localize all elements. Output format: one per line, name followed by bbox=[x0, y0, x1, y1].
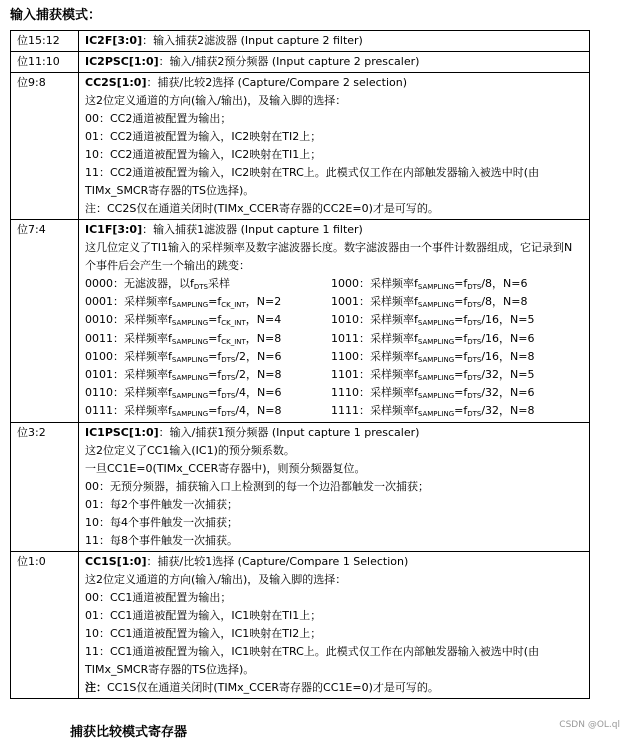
filter-code: 1000 bbox=[331, 277, 359, 290]
desc-line: 10：CC1通道被配置为输入，IC1映射在TI2上； bbox=[85, 626, 322, 640]
filter-code: 1011 bbox=[331, 331, 359, 345]
filter-option: 0111：采样频率$f_{SAMPLING}=f_{DTS}/4$，N=8 bbox=[85, 404, 282, 419]
field-name: IC1PSC[1:0] bbox=[85, 425, 159, 439]
filter-rate: 采样频率f bbox=[124, 367, 172, 381]
filter-code: 1001 bbox=[331, 295, 359, 309]
field-name: IC1F[3:0] bbox=[85, 223, 143, 236]
filter-rate: 采样频率f bbox=[370, 367, 418, 381]
register-table bbox=[10, 30, 590, 699]
note-label: 注： bbox=[85, 680, 107, 694]
filter-code: 0110 bbox=[85, 386, 113, 400]
bit-range: 位11:10 bbox=[11, 52, 79, 73]
filter-clock-source: DTS bbox=[221, 373, 236, 382]
section-title: 输入捕获模式： bbox=[10, 8, 102, 23]
filter-option: 0011：采样频率$f_{SAMPLING}=f_{CK\_INT}$，N=8 bbox=[85, 331, 282, 346]
field-desc: ：捕获/比较1选择 (Capture/Compare 1 Selection) bbox=[146, 554, 409, 568]
table-row bbox=[11, 220, 590, 423]
filter-rate: 采样频率f bbox=[370, 386, 418, 400]
filter-n: N=6 bbox=[510, 331, 535, 345]
filter-option: 0101：采样频率$f_{SAMPLING}=f_{DTS}/2$，N=8 bbox=[85, 367, 282, 382]
filter-divider: 采样 bbox=[207, 277, 230, 290]
filter-clock-source: DTS bbox=[467, 373, 482, 382]
filter-option: 1001：采样频率$f_{SAMPLING}=f_{DTS}/8$，N=8 bbox=[331, 295, 528, 310]
filter-rate: 采样频率f bbox=[370, 277, 418, 290]
desc-line: 01：CC1通道被配置为输入，IC1映射在TI1上； bbox=[85, 608, 322, 622]
filter-clock-source: DTS bbox=[193, 283, 208, 291]
filter-n: N=8 bbox=[503, 295, 528, 309]
filter-n: N=2 bbox=[256, 295, 282, 309]
filter-n: N=8 bbox=[257, 367, 282, 381]
filter-code: 0101 bbox=[85, 367, 113, 381]
filter-option: 1111：采样频率$f_{SAMPLING}=f_{DTS}/32$，N=8 bbox=[331, 404, 535, 419]
filter-option: 1110：采样频率$f_{SAMPLING}=f_{DTS}/32$，N=6 bbox=[331, 386, 535, 401]
filter-rate: 采样频率f bbox=[124, 349, 172, 363]
table-row bbox=[11, 73, 590, 220]
filter-option: 0000：无滤波器，以$f_{DTS}$采样 bbox=[85, 277, 230, 291]
field-desc: ：输入捕获2滤波器 (Input capture 2 filter) bbox=[142, 34, 363, 47]
desc-line: 这2位定义了CC1输入(IC1)的预分频系数。 bbox=[85, 443, 295, 457]
filter-rate: 采样频率f bbox=[370, 295, 418, 309]
filter-clock-source: DTS bbox=[467, 410, 482, 419]
desc-line: 00：CC1通道被配置为输出； bbox=[85, 590, 232, 604]
filter-code: 0100 bbox=[85, 349, 113, 363]
desc-line: 01：每2个事件触发一次捕获； bbox=[85, 497, 238, 511]
field-desc: ：输入/捕获2预分频器 (Input capture 2 prescaler) bbox=[158, 55, 420, 68]
filter-clock-source: DTS bbox=[221, 392, 236, 401]
filter-clock-source: DTS bbox=[467, 337, 482, 346]
field-name: IC2F[3:0] bbox=[85, 34, 143, 47]
filter-divider: /8 bbox=[481, 295, 493, 309]
table-row bbox=[11, 551, 590, 698]
filter-option: 0010：采样频率$f_{SAMPLING}=f_{CK\_INT}$，N=4 bbox=[85, 313, 282, 328]
filter-clock-source: CK_INT bbox=[221, 301, 246, 310]
desc-line: 01：CC2通道被配置为输入，IC2映射在TI2上； bbox=[85, 130, 322, 143]
filter-divider: /16 bbox=[481, 331, 500, 345]
filter-code: 1100 bbox=[331, 349, 359, 363]
filter-divider: /2 bbox=[235, 349, 247, 363]
field-name: IC2PSC[1:0] bbox=[85, 55, 159, 68]
filter-rate: 采样频率f bbox=[124, 404, 172, 418]
filter-rate: 采样频率f bbox=[124, 331, 172, 345]
field-cell bbox=[79, 73, 590, 220]
filter-rate: 采样频率f bbox=[370, 331, 418, 345]
filter-n: N=6 bbox=[510, 386, 535, 400]
filter-option: 1011：采样频率$f_{SAMPLING}=f_{DTS}/16$，N=6 bbox=[331, 331, 535, 346]
filter-option: 0001：采样频率$f_{SAMPLING}=f_{CK\_INT}$，N=2 bbox=[85, 295, 282, 310]
field-cell bbox=[79, 52, 590, 73]
bit-range: 位3:2 bbox=[11, 422, 79, 551]
filter-grid bbox=[85, 275, 583, 421]
field-name: CC1S[1:0] bbox=[85, 554, 147, 568]
bit-range: 位7:4 bbox=[11, 220, 79, 423]
note-text: CC1S仅在通道关闭时(TIMx_CCER寄存器的CC1E=0)才是可写的。 bbox=[107, 680, 439, 694]
bit-range: 位1:0 bbox=[11, 551, 79, 698]
desc-line: 这2位定义通道的方向(输入/输出)，及输入脚的选择： bbox=[85, 572, 347, 586]
filter-n: N=6 bbox=[257, 386, 282, 400]
desc-line: 00：CC2通道被配置为输出； bbox=[85, 112, 232, 125]
desc-line: 10：每4个事件触发一次捕获； bbox=[85, 515, 238, 529]
filter-divider: /32 bbox=[481, 404, 500, 418]
filter-n: N=6 bbox=[257, 349, 282, 363]
field-name: CC2S[1:0] bbox=[85, 76, 147, 89]
filter-clock-source: DTS bbox=[221, 410, 236, 419]
desc-line: 一旦CC1E=0(TIMx_CCER寄存器中)，则预分频器复位。 bbox=[85, 461, 366, 475]
filter-code: 1010 bbox=[331, 313, 359, 327]
filter-option: 1101：采样频率$f_{SAMPLING}=f_{DTS}/32$，N=5 bbox=[331, 367, 535, 382]
next-section-title: 捕获比较模式寄存器 bbox=[70, 725, 188, 740]
filter-rate: 采样频率f bbox=[370, 404, 418, 418]
bit-range: 位15:12 bbox=[11, 31, 79, 52]
filter-option: 1100：采样频率$f_{SAMPLING}=f_{DTS}/16$，N=8 bbox=[331, 349, 535, 364]
filter-code: 0010 bbox=[85, 313, 113, 327]
filter-clock-source: DTS bbox=[467, 283, 482, 291]
filter-rate: 采样频率f bbox=[124, 295, 172, 309]
filter-divider: /8 bbox=[481, 277, 493, 290]
filter-n: N=4 bbox=[256, 313, 282, 327]
field-desc: ：捕获/比较2选择 (Capture/Compare 2 selection) bbox=[146, 76, 408, 89]
filter-divider: /32 bbox=[481, 367, 500, 381]
filter-option: 1010：采样频率$f_{SAMPLING}=f_{DTS}/16$，N=5 bbox=[331, 313, 535, 328]
field-cell bbox=[79, 422, 590, 551]
field-desc: ：输入/捕获1预分频器 (Input capture 1 prescaler) bbox=[158, 425, 420, 439]
desc-line: 这2位定义通道的方向(输入/输出)，及输入脚的选择： bbox=[85, 94, 347, 107]
filter-rate: 采样频率f bbox=[124, 313, 172, 327]
field-cell bbox=[79, 551, 590, 698]
desc-line: 11：每8个事件触发一次捕获。 bbox=[85, 533, 238, 547]
filter-option: 1000：采样频率$f_{SAMPLING}=f_{DTS}/8$，N=6 bbox=[331, 277, 528, 291]
filter-clock-source: DTS bbox=[221, 355, 236, 364]
filter-code: 1110 bbox=[331, 386, 359, 400]
watermark: CSDN @OL.ql bbox=[559, 720, 620, 730]
desc-line: 注：CC2S仅在通道关闭时(TIMx_CCER寄存器的CC2E=0)才是可写的。 bbox=[85, 202, 439, 215]
table-row bbox=[11, 52, 590, 73]
filter-n: N=8 bbox=[510, 404, 535, 418]
filter-clock-source: CK_INT bbox=[221, 337, 246, 346]
filter-code: 1101 bbox=[331, 367, 359, 381]
filter-n: N=5 bbox=[510, 367, 535, 381]
field-cell bbox=[79, 220, 590, 423]
filter-rate: 采样频率f bbox=[370, 349, 418, 363]
filter-option: 0100：采样频率$f_{SAMPLING}=f_{DTS}/2$，N=6 bbox=[85, 349, 282, 364]
desc-line: 10：CC2通道被配置为输入，IC2映射在TI1上； bbox=[85, 148, 322, 161]
bit-range: 位9:8 bbox=[11, 73, 79, 220]
filter-rate: 采样频率f bbox=[370, 313, 418, 327]
filter-rate: 采样频率f bbox=[124, 386, 172, 400]
desc-line: 00：无预分频器，捕获输入口上检测到的每一个边沿都触发一次捕获； bbox=[85, 479, 429, 493]
table-row bbox=[11, 422, 590, 551]
filter-code: 0001 bbox=[85, 295, 113, 309]
desc-line: 11：CC1通道被配置为输入，IC1映射在TRC上。此模式仅工作在内部触发器输入被选中时(由TIMx_SMCR寄存器的TS位选择)。 bbox=[85, 644, 540, 676]
filter-code: 0000 bbox=[85, 277, 113, 290]
filter-n: N=6 bbox=[503, 277, 528, 290]
filter-option: 0110：采样频率$f_{SAMPLING}=f_{DTS}/4$，N=6 bbox=[85, 386, 282, 401]
desc-line: 11：CC2通道被配置为输入，IC2映射在TRC上。此模式仅工作在内部触发器输入被选中时(由TIMx_SMCR寄存器的TS位选择)。 bbox=[85, 166, 540, 197]
filter-divider: /4 bbox=[235, 386, 247, 400]
filter-clock-source: DTS bbox=[467, 392, 482, 401]
filter-rate: 无滤波器，以f bbox=[124, 277, 194, 290]
filter-divider: /2 bbox=[235, 367, 247, 381]
filter-divider: /4 bbox=[235, 404, 247, 418]
filter-divider: /32 bbox=[481, 386, 500, 400]
filter-clock-source: DTS bbox=[467, 301, 482, 310]
filter-clock-source: CK_INT bbox=[221, 319, 246, 328]
filter-divider: /16 bbox=[481, 313, 500, 327]
filter-code: 0011 bbox=[85, 331, 113, 345]
filter-code: 1111 bbox=[331, 404, 359, 418]
filter-n: N=5 bbox=[510, 313, 535, 327]
filter-n: N=8 bbox=[257, 404, 282, 418]
desc-line: 这几位定义了TI1输入的采样频率及数字滤波器长度。数字滤波器由一个事件计数器组成，它记录到N个事件后会产生一个输出的跳变： bbox=[85, 241, 573, 272]
filter-divider: /16 bbox=[481, 349, 500, 363]
filter-n: N=8 bbox=[256, 331, 282, 345]
field-cell bbox=[79, 31, 590, 52]
filter-clock-source: DTS bbox=[467, 319, 482, 328]
filter-code: 0111 bbox=[85, 404, 113, 418]
filter-n: N=8 bbox=[510, 349, 535, 363]
field-desc: ：输入捕获1滤波器 (Input capture 1 filter) bbox=[142, 223, 363, 236]
filter-clock-source: DTS bbox=[467, 355, 482, 364]
table-row bbox=[11, 31, 590, 52]
